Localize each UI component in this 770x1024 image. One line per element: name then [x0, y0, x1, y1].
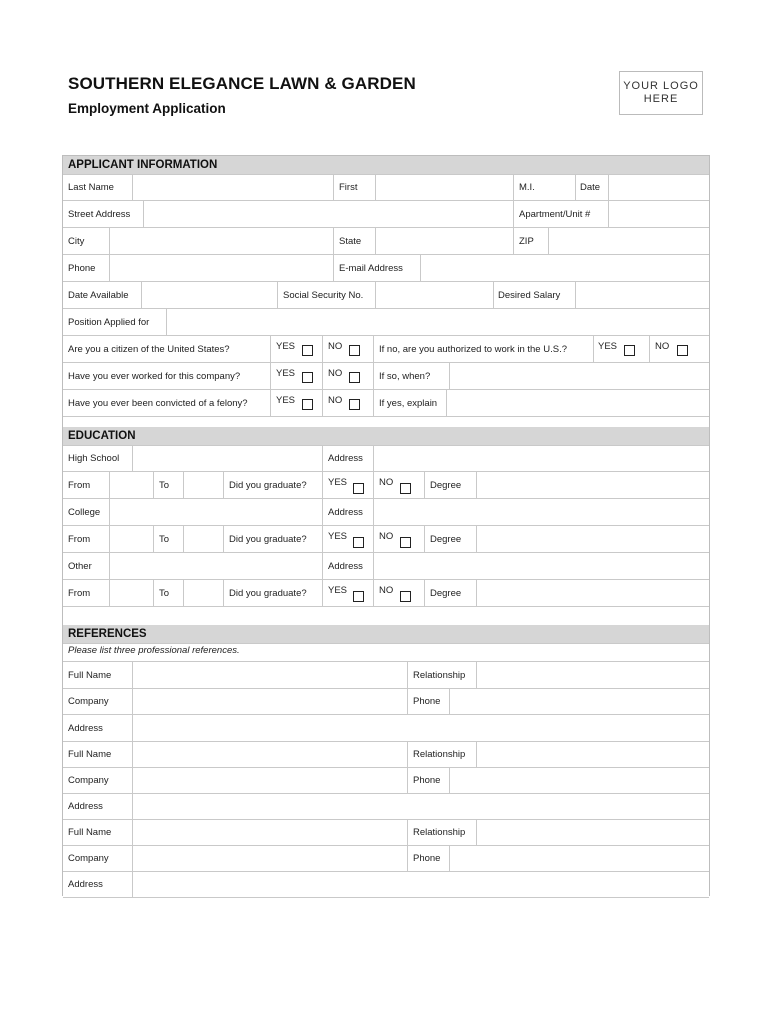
references-note: Please list three professional references. [68, 645, 240, 656]
row-ref2-address [63, 793, 709, 820]
other-address-input[interactable] [373, 553, 709, 579]
row-ref2-name [63, 741, 709, 768]
college-graduate-no-checkbox[interactable] [400, 537, 411, 548]
ref2-full-name-input[interactable] [132, 741, 408, 767]
label-desired-salary: Desired Salary [498, 290, 561, 301]
divider [153, 526, 154, 552]
label-phone: Phone [413, 696, 441, 707]
divider [223, 580, 224, 606]
label-degree: Degree [430, 534, 462, 545]
authorized-yes-checkbox[interactable] [624, 345, 635, 356]
felony-explain-input[interactable] [446, 390, 709, 416]
label-zip: ZIP [519, 236, 534, 247]
label-no: NO [379, 531, 394, 542]
row-ref1-address [63, 715, 709, 742]
label-yes: YES [598, 341, 618, 352]
label-degree: Degree [430, 588, 462, 599]
row-college [63, 499, 709, 526]
label-no: NO [379, 585, 394, 596]
high-school-graduate-no-checkbox[interactable] [400, 483, 411, 494]
label-citizen-question: Are you a citizen of the United States? [68, 344, 230, 355]
application-form [62, 155, 710, 896]
label-address: Address [68, 801, 103, 812]
row-high-school-dates [63, 472, 709, 499]
divider [373, 472, 374, 498]
divider [322, 445, 323, 471]
label-high-school: High School [68, 453, 120, 464]
high-school-input[interactable] [132, 445, 323, 471]
label-company: Company [68, 696, 109, 707]
divider [333, 174, 334, 200]
label-to: To [159, 588, 170, 599]
divider [373, 363, 374, 389]
college-from-input[interactable] [109, 526, 154, 552]
divider [407, 662, 408, 688]
label-from: From [68, 534, 91, 545]
logo-text: YOUR LOGO HERE [623, 80, 699, 105]
zip-input[interactable] [548, 228, 709, 254]
divider [223, 526, 224, 552]
document-subtitle: Employment Application [68, 101, 226, 116]
divider [373, 336, 374, 362]
row-city [63, 228, 709, 255]
worked-no-checkbox[interactable] [349, 372, 360, 383]
label-felony-question: Have you ever been convicted of a felony? [68, 398, 248, 409]
phone-input[interactable] [109, 255, 334, 281]
row-ref1-name [63, 661, 709, 689]
college-address-input[interactable] [373, 499, 709, 525]
row-street [63, 201, 709, 228]
label-relationship: Relationship [413, 827, 466, 838]
label-phone: Phone [413, 853, 441, 864]
label-graduate-question: Did you graduate? [229, 588, 307, 599]
label-graduate-question: Did you graduate? [229, 480, 307, 491]
divider [407, 845, 408, 871]
label-college: College [68, 507, 101, 518]
label-email: E-mail Address [339, 263, 403, 274]
ref3-phone-input[interactable] [449, 845, 709, 871]
ref1-company-input[interactable] [132, 688, 408, 714]
felony-no-checkbox[interactable] [349, 399, 360, 410]
label-phone: Phone [68, 263, 96, 274]
label-degree: Degree [430, 480, 462, 491]
label-other: Other [68, 561, 92, 572]
row-phone [63, 255, 709, 282]
label-if-yes-explain: If yes, explain [379, 398, 438, 409]
references-note-row [63, 643, 709, 660]
label-position: Position Applied for [68, 317, 150, 328]
label-address: Address [68, 879, 103, 890]
divider [649, 336, 650, 362]
section-header-applicant [63, 156, 709, 175]
label-address: Address [68, 723, 103, 734]
section-title: EDUCATION [68, 430, 136, 442]
divider [373, 526, 374, 552]
label-address: Address [328, 561, 363, 572]
date-input[interactable] [608, 174, 709, 200]
label-phone: Phone [413, 775, 441, 786]
row-ref3-name [63, 819, 709, 846]
label-relationship: Relationship [413, 670, 466, 681]
label-if-so-when: If so, when? [379, 371, 431, 382]
position-input[interactable] [166, 309, 709, 335]
label-mi: M.I. [519, 182, 535, 193]
worked-yes-checkbox[interactable] [302, 372, 313, 383]
label-state: State [339, 236, 362, 247]
divider [493, 282, 494, 308]
college-input[interactable] [109, 499, 323, 525]
ref3-address-input[interactable] [132, 871, 709, 897]
label-company: Company [68, 775, 109, 786]
row-availability [63, 282, 709, 309]
row-ref3-address [63, 871, 709, 898]
divider [270, 336, 271, 362]
row-felony [63, 390, 709, 417]
last-name-input[interactable] [132, 174, 333, 200]
label-address: Address [328, 453, 363, 464]
label-address: Address [328, 507, 363, 518]
high-school-graduate-yes-checkbox[interactable] [353, 483, 364, 494]
ref1-address-input[interactable] [132, 715, 709, 741]
divider [333, 255, 334, 281]
label-graduate-question: Did you graduate? [229, 534, 307, 545]
spacer-row [63, 607, 709, 626]
ref3-relationship-input[interactable] [476, 819, 709, 845]
divider [424, 580, 425, 606]
label-street: Street Address [68, 209, 131, 220]
row-high-school [63, 445, 709, 472]
row-citizen [63, 336, 709, 363]
label-no: NO [328, 395, 343, 406]
divider [407, 819, 408, 845]
high-school-address-input[interactable] [373, 445, 709, 471]
email-input[interactable] [420, 255, 709, 281]
label-yes: YES [328, 531, 348, 542]
section-title: APPLICANT INFORMATION [68, 159, 218, 171]
section-header-education [63, 427, 709, 446]
row-name [63, 174, 709, 201]
divider [277, 282, 278, 308]
ref1-phone-input[interactable] [449, 688, 709, 714]
authorized-no-checkbox[interactable] [677, 345, 688, 356]
label-date-available: Date Available [68, 290, 129, 301]
divider [270, 363, 271, 389]
logo-placeholder [619, 71, 703, 115]
divider [322, 580, 323, 606]
row-worked [63, 363, 709, 390]
college-degree-input[interactable] [476, 526, 709, 552]
label-relationship: Relationship [413, 749, 466, 760]
label-authorized-question: If no, are you authorized to work in the U.S.? [379, 344, 567, 355]
label-apartment: Apartment/Unit # [519, 209, 591, 220]
divider [407, 688, 408, 714]
ref3-full-name-input[interactable] [132, 819, 408, 845]
divider [223, 472, 224, 498]
label-company: Company [68, 853, 109, 864]
row-other [63, 553, 709, 580]
other-school-input[interactable] [109, 553, 323, 579]
label-from: From [68, 588, 91, 599]
row-other-dates [63, 580, 709, 607]
divider [407, 767, 408, 793]
college-graduate-yes-checkbox[interactable] [353, 537, 364, 548]
divider [513, 228, 514, 254]
label-full-name: Full Name [68, 827, 112, 838]
row-ref2-company [63, 767, 709, 794]
label-yes: YES [328, 477, 348, 488]
citizen-no-checkbox[interactable] [349, 345, 360, 356]
label-no: NO [379, 477, 394, 488]
divider [513, 174, 514, 200]
label-ssn: Social Security No. [283, 290, 364, 301]
row-position [63, 309, 709, 336]
street-address-input[interactable] [143, 201, 514, 227]
divider [153, 580, 154, 606]
ref2-company-input[interactable] [132, 767, 408, 793]
ref3-company-input[interactable] [132, 845, 408, 871]
label-to: To [159, 480, 170, 491]
citizen-yes-checkbox[interactable] [302, 345, 313, 356]
divider [424, 472, 425, 498]
felony-yes-checkbox[interactable] [302, 399, 313, 410]
ref1-relationship-input[interactable] [476, 662, 709, 688]
divider [593, 336, 594, 362]
mi-input[interactable] [575, 174, 576, 200]
divider [322, 472, 323, 498]
desired-salary-input[interactable] [575, 282, 709, 308]
label-to: To [159, 534, 170, 545]
label-date: Date [580, 182, 601, 193]
divider [322, 390, 323, 416]
divider [424, 526, 425, 552]
divider [322, 526, 323, 552]
date-available-input[interactable] [141, 282, 278, 308]
divider [270, 390, 271, 416]
high-school-to-input[interactable] [183, 472, 224, 498]
label-full-name: Full Name [68, 670, 112, 681]
ref2-address-input[interactable] [132, 793, 709, 819]
other-degree-input[interactable] [476, 580, 709, 606]
label-first: First [339, 182, 358, 193]
divider [322, 499, 323, 525]
label-no: NO [328, 341, 343, 352]
other-to-input[interactable] [183, 580, 224, 606]
college-to-input[interactable] [183, 526, 224, 552]
worked-when-input[interactable] [449, 363, 709, 389]
label-worked-question: Have you ever worked for this company? [68, 371, 241, 382]
section-title: REFERENCES [68, 628, 147, 640]
label-last-name: Last Name [68, 182, 114, 193]
divider [322, 336, 323, 362]
divider [373, 390, 374, 416]
label-no: NO [655, 341, 670, 352]
row-college-dates [63, 526, 709, 553]
label-yes: YES [276, 368, 296, 379]
divider [333, 228, 334, 254]
other-graduate-yes-checkbox[interactable] [353, 591, 364, 602]
divider [513, 201, 514, 227]
ref2-phone-input[interactable] [449, 767, 709, 793]
divider [322, 363, 323, 389]
apartment-input[interactable] [608, 201, 709, 227]
section-header-references [63, 625, 709, 644]
label-yes: YES [276, 395, 296, 406]
divider [373, 580, 374, 606]
label-city: City [68, 236, 85, 247]
other-graduate-no-checkbox[interactable] [400, 591, 411, 602]
company-name: SOUTHERN ELEGANCE LAWN & GARDEN [68, 74, 416, 93]
ref1-full-name-input[interactable] [132, 662, 408, 688]
high-school-degree-input[interactable] [476, 472, 709, 498]
city-input[interactable] [109, 228, 334, 254]
label-no: NO [328, 368, 343, 379]
divider [407, 741, 408, 767]
ref2-relationship-input[interactable] [476, 741, 709, 767]
other-from-input[interactable] [109, 580, 154, 606]
label-yes: YES [328, 585, 348, 596]
first-name-input[interactable] [375, 174, 514, 200]
label-full-name: Full Name [68, 749, 112, 760]
label-yes: YES [276, 341, 296, 352]
row-ref3-company [63, 845, 709, 872]
row-ref1-company [63, 688, 709, 715]
label-from: From [68, 480, 91, 491]
divider [322, 553, 323, 579]
state-input[interactable] [375, 228, 514, 254]
high-school-from-input[interactable] [109, 472, 154, 498]
ssn-input[interactable] [375, 282, 494, 308]
divider [153, 472, 154, 498]
